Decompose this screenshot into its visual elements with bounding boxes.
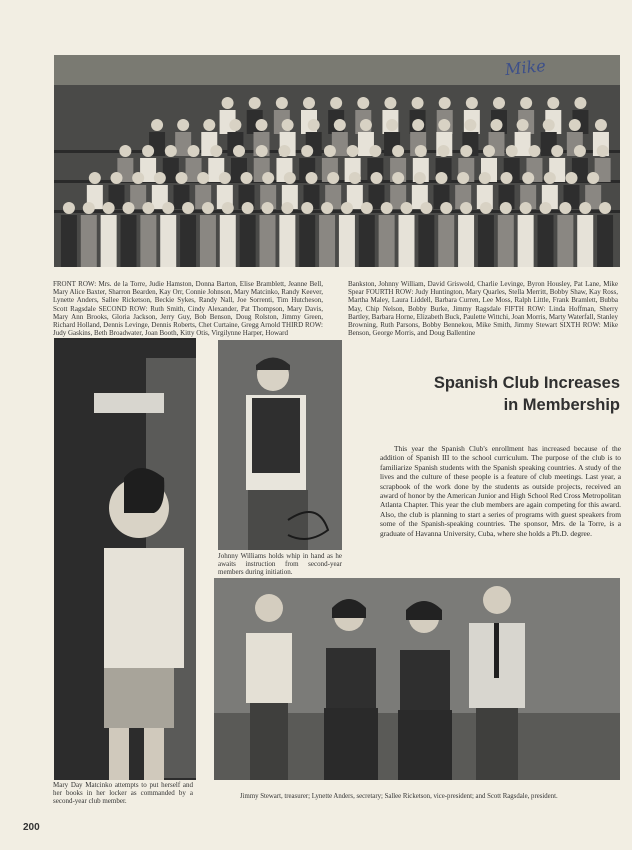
crowd-head xyxy=(276,97,288,109)
crowd-head xyxy=(460,202,472,214)
crowd-head xyxy=(540,202,552,214)
headline-line-1: Spanish Club Increases xyxy=(433,374,620,392)
crowd-head xyxy=(384,97,396,109)
crowd-head xyxy=(386,119,398,131)
crowd-head xyxy=(547,97,559,109)
crowd-body xyxy=(140,215,156,267)
crowd-head xyxy=(334,119,346,131)
crowd-body xyxy=(299,215,315,267)
crowd-body xyxy=(319,215,335,267)
crowd-head xyxy=(392,172,404,184)
crowd-head xyxy=(415,145,427,157)
crowd-head xyxy=(412,119,424,131)
crowd-body xyxy=(438,215,454,267)
crowd-head xyxy=(83,202,95,214)
crowd-head xyxy=(123,202,135,214)
crowd-head xyxy=(401,202,413,214)
group-photo xyxy=(54,55,620,267)
crowd-body xyxy=(359,215,375,267)
crowd-head xyxy=(479,172,491,184)
crowd-head xyxy=(63,202,75,214)
crowd-head xyxy=(597,145,609,157)
crowd-head xyxy=(341,202,353,214)
crowd-body xyxy=(240,215,256,267)
locker-photo-illustration xyxy=(54,338,196,780)
crowd-head xyxy=(579,202,591,214)
crowd-head xyxy=(142,145,154,157)
crowd-head xyxy=(491,119,503,131)
officers-photo xyxy=(214,578,620,780)
crowd-body xyxy=(557,215,573,267)
crowd-head xyxy=(165,145,177,157)
crowd-head xyxy=(436,172,448,184)
roster-caption-left: FRONT ROW: Mrs. de la Torre, Judie Hamston, Donna Barton, Elise Bramblett, Jeanne Bell, Mary Alice Baxter, Sharron Bearden, Kay Orr, Connie Johnson, Mary Matcinko, Randy Keever, Lynette Anders, Sallee Ricketson, Beckie Sykes, Randy Nall, Joe Sorrenti, Tim Hutcheson, Scott Ragsdale SECOND ROW: Ruth Smith, Cindy Alexander, Pat Thompson, Mary Davis, Mary Ann Brooks, Gloria Jackson, Jerry Guy, Bob Benson, Doug Rolston, Jimmy Green, Richard Holland, Dennis Levinge, Dennis Roberts, Chet Curtaine, Gregg Arnold THIRD ROW: Judy Gaskins, Beth Broadwater, Joan Booth, Kitty Otis, Virgilynne Harper, Howard xyxy=(53,280,323,338)
crowd-head xyxy=(103,202,115,214)
crowd-head xyxy=(566,172,578,184)
crowd-body xyxy=(518,215,534,267)
crowd-body xyxy=(180,215,196,267)
crowd-head xyxy=(242,202,254,214)
whip-caption: Johnny Williams holds whip in hand as he awaits instruction from second-year members during initiation. xyxy=(218,552,342,577)
crowd-head xyxy=(528,145,540,157)
crowd-head xyxy=(460,145,472,157)
crowd-head xyxy=(330,97,342,109)
crowd-body xyxy=(200,215,216,267)
crowd-head xyxy=(219,172,231,184)
whip-photo xyxy=(218,340,342,550)
crowd-head xyxy=(119,145,131,157)
crowd-head xyxy=(595,119,607,131)
crowd-body xyxy=(101,215,117,267)
crowd-body xyxy=(260,215,276,267)
crowd-head xyxy=(284,172,296,184)
crowd-body xyxy=(379,215,395,267)
crowd-head xyxy=(256,119,268,131)
crowd-head xyxy=(142,202,154,214)
crowd-head xyxy=(308,119,320,131)
crowd-head xyxy=(381,202,393,214)
roster-caption-right: Bankston, Johnny William, David Griswold, Charlie Levinge, Byron Housley, Pat Lane, Mike Spear FOURTH ROW: Judy Huntington, Mary Quarles, Stella Merritt, Bobby Shaw, Kay Ross, Martha Maley, Laura Liddell, Barbara Curren, Lee Moss, Ralph Little, Frank Bramlett, Bubba May, Chip Nelson, Bobby Burke, Jimmy Ragsdale FIFTH ROW: Linda Hoffman, Sherry Bartley, Barbara Horne, Elizabeth Buck, Paulette Wittchi, Joan Morris, Marty Waterfall, Stanley Browning, Ruth Parsons, Bobby Bennekou, Mike Smith, Jimmy Stewart SIXTH ROW: Mike Benson, George Morris, and Doug Ballentine xyxy=(348,280,618,338)
crowd-head xyxy=(439,97,451,109)
crowd-body xyxy=(538,215,554,267)
crowd-head xyxy=(282,119,294,131)
crowd-head xyxy=(182,202,194,214)
crowd-head xyxy=(457,172,469,184)
crowd-head xyxy=(162,202,174,214)
crowd-body xyxy=(399,215,415,267)
crowd-head xyxy=(544,172,556,184)
crowd-head xyxy=(301,202,313,214)
crowd-head xyxy=(574,145,586,157)
crowd-head xyxy=(483,145,495,157)
crowd-head xyxy=(222,97,234,109)
crowd-head xyxy=(480,202,492,214)
crowd-head xyxy=(599,202,611,214)
crowd-head xyxy=(197,172,209,184)
crowd-head xyxy=(262,202,274,214)
crowd-head xyxy=(440,202,452,214)
crowd-head xyxy=(357,97,369,109)
crowd-head xyxy=(361,202,373,214)
crowd-head xyxy=(210,145,222,157)
crowd-body xyxy=(121,215,137,267)
crowd-head xyxy=(559,202,571,214)
crowd-head xyxy=(587,172,599,184)
crowd-head xyxy=(151,119,163,131)
crowd-head xyxy=(392,145,404,157)
article-headline xyxy=(400,372,620,416)
crowd-head xyxy=(278,145,290,157)
crowd-body xyxy=(498,215,514,267)
locker-caption: Mary Day Matcinko attempts to put herself and her books in her locker as commanded by a second-year club member. xyxy=(53,781,193,806)
crowd-head xyxy=(241,172,253,184)
crowd-head xyxy=(520,202,532,214)
whip-photo-illustration xyxy=(218,340,342,550)
crowd-head xyxy=(176,172,188,184)
crowd-head xyxy=(347,145,359,157)
crowd-body xyxy=(220,215,236,267)
crowd-head xyxy=(506,145,518,157)
officers-caption: Jimmy Stewart, treasurer; Lynette Anders, secretary; Sallee Ricketson, vice-president; and Scott Ragsdale, president. xyxy=(240,793,558,800)
crowd-head xyxy=(281,202,293,214)
crowd-body xyxy=(279,215,295,267)
crowd-head xyxy=(466,97,478,109)
crowd-head xyxy=(222,202,234,214)
officers-photo-illustration xyxy=(214,578,620,780)
crowd-head xyxy=(369,145,381,157)
page-number: 200 xyxy=(23,822,40,833)
crowd-head xyxy=(303,97,315,109)
crowd-head xyxy=(500,202,512,214)
crowd-head xyxy=(551,145,563,157)
crowd-head xyxy=(438,119,450,131)
crowd-head xyxy=(360,119,372,131)
crowd-body xyxy=(339,215,355,267)
crowd-head xyxy=(501,172,513,184)
crowd-head xyxy=(154,172,166,184)
crowd-head xyxy=(569,119,581,131)
signature-handwriting: Mike xyxy=(504,55,547,80)
crowd-body xyxy=(458,215,474,267)
crowd-head xyxy=(111,172,123,184)
crowd-head xyxy=(306,172,318,184)
crowd-body xyxy=(597,215,613,267)
crowd-body xyxy=(81,215,97,267)
crowd-head xyxy=(233,145,245,157)
crowd-head xyxy=(177,119,189,131)
crowd-head xyxy=(324,145,336,157)
crowd-head xyxy=(349,172,361,184)
crowd-head xyxy=(520,97,532,109)
crowd-head xyxy=(438,145,450,157)
crowd-head xyxy=(203,119,215,131)
crowd-head xyxy=(202,202,214,214)
crowd-head xyxy=(301,145,313,157)
article-body: This year the Spanish Club's enrollment has increased because of the addition of Spanish III to the school curriculum. The purpose of the club is to familiarize Spanish students with the Spanish speaking countries. A study of the lives and the culture of these people is a feature of club meetings. Last year, a scrapbook of the work done by the students as outside projects, received an award of honor by the American Junior and High School Red Cross Metropolitan Atlanta Chapter. This year the club members are again competing for this award. Also, the club is planning to start a series of programs with guest speakers from some of the Spanish-speaking countries. The sponsor, Mrs. de la Torre, is a graduate of Havanna University, Cuba, where she holds a Ph.D. degree. xyxy=(380,444,621,538)
crowd-head xyxy=(543,119,555,131)
crowd-head xyxy=(132,172,144,184)
crowd-body xyxy=(577,215,593,267)
crowd-head xyxy=(412,97,424,109)
crowd-head xyxy=(89,172,101,184)
crowd-body xyxy=(418,215,434,267)
crowd-head xyxy=(420,202,432,214)
crowd-head xyxy=(517,119,529,131)
crowd-head xyxy=(371,172,383,184)
crowd-head xyxy=(262,172,274,184)
group-photo-illustration xyxy=(54,55,620,267)
crowd-head xyxy=(522,172,534,184)
crowd-head xyxy=(414,172,426,184)
crowd-head xyxy=(493,97,505,109)
crowd-body xyxy=(160,215,176,267)
crowd-head xyxy=(464,119,476,131)
headline-line-2: in Membership xyxy=(503,396,620,414)
locker-photo xyxy=(54,338,196,780)
crowd-head xyxy=(321,202,333,214)
crowd-body xyxy=(61,215,77,267)
crowd-head xyxy=(229,119,241,131)
crowd-body xyxy=(478,215,494,267)
crowd-head xyxy=(188,145,200,157)
crowd-head xyxy=(249,97,261,109)
crowd-head xyxy=(256,145,268,157)
crowd-head xyxy=(327,172,339,184)
crowd-head xyxy=(574,97,586,109)
